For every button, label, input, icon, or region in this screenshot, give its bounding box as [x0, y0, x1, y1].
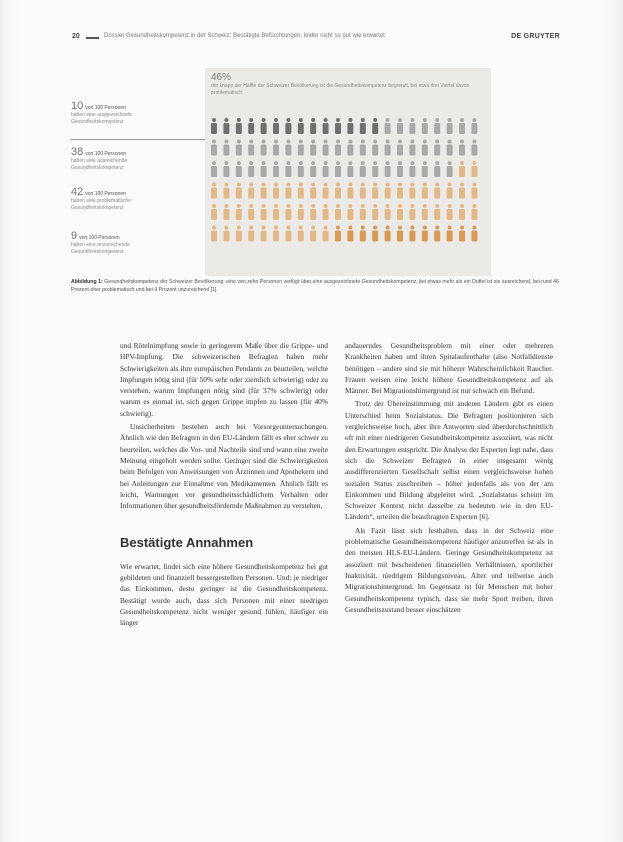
paragraph: und Rötelnimpfung sowie in geringerem Maße über die Grippe- und HPV-Impfung. Die schweizerischen Befragten haben mehr Schwierigkeiten als ihre europäischen Pendants zu beurteilen, welche Impfungen nötig sind (für 50% sehr oder ziemlich schwierig) oder zu verstehen, warum Impfungen nötig sind (für 37% schwierig) oder warum es einmal ist, sich gegen Grippe impfen zu lassen (für 40% schwierig).: [120, 341, 328, 418]
person-icon: [248, 140, 254, 156]
leader-line: [71, 139, 205, 140]
person-icon: [360, 183, 366, 199]
person-icon: [248, 118, 254, 134]
stat-unzureichend: [71, 230, 206, 256]
left-column: [120, 340, 328, 629]
caption-text: Gesundheitskompetenz der Schweizer Bevölkerung: eine von zehn Personen verfügt über eine ausgezeichnete Gesundheitskompetenz, bei etwas mehr als ein Drittel ist sie ausreichend, bei rund 46 Prozent eher problematisch und bei 9 Prozent unzureichend [1].: [71, 279, 559, 293]
figure-caption: [71, 278, 559, 294]
person-icon: [298, 118, 304, 134]
person-icon: [347, 161, 353, 177]
person-icon: [273, 161, 279, 177]
person-icon: [471, 204, 477, 220]
person-icon: [285, 161, 291, 177]
running-title: Dossier Gesundheitskompetenz in der Schweiz: Bestätigte Befürchtungen, leider nicht so gut wie erwartet: [104, 33, 385, 39]
person-icon: [385, 226, 391, 242]
person-icon: [360, 140, 366, 156]
stat-number: 38: [71, 146, 84, 158]
publisher-name: DE GRUYTER: [511, 33, 560, 40]
person-icon: [409, 226, 415, 242]
person-icon: [372, 161, 378, 177]
person-icon: [211, 161, 217, 177]
person-icon: [360, 226, 366, 242]
person-icon: [422, 161, 428, 177]
person-icon: [310, 161, 316, 177]
stat-ausgezeichnet: [71, 100, 206, 126]
stat-number: 9: [71, 230, 78, 242]
stat-ausreichend: [71, 146, 206, 172]
person-icon: [434, 183, 440, 199]
person-icon: [323, 140, 329, 156]
person-icon: [397, 183, 403, 199]
person-icon: [285, 183, 291, 199]
person-icon: [310, 118, 316, 134]
person-icon: [422, 183, 428, 199]
person-icon: [285, 118, 291, 134]
person-icon: [236, 118, 242, 134]
stat-line2: haben eine ausreichende: [71, 158, 128, 164]
person-icon: [347, 183, 353, 199]
person-icon: [360, 118, 366, 134]
person-icon: [459, 226, 465, 242]
figure-panel: [205, 68, 491, 276]
person-icon: [298, 204, 304, 220]
person-icon: [335, 140, 341, 156]
person-icon: [335, 183, 341, 199]
person-icon: [385, 204, 391, 220]
person-icon: [223, 161, 229, 177]
person-icon: [323, 183, 329, 199]
page-number: 20: [72, 33, 80, 40]
person-icon: [409, 204, 415, 220]
stat-line3: Gesundheitskompetenz: [71, 249, 124, 255]
person-icon: [310, 226, 316, 242]
person-icon: [409, 183, 415, 199]
paragraph: andauerndes Gesundheitsproblem mit einer oder mehreren Krankheiten haben und ihren Spitalaufenthalte (also Notfalldienste benötigen – andere sind sie mit höherer Wahrscheinlichkeit Raucher. Frauen weisen eine leicht höhere Gesundheitskompetenz auf als Männer. Bei Migrationshintergrund ist nur schwach ein Befund.: [345, 341, 553, 396]
person-icon: [273, 204, 279, 220]
person-icon: [285, 140, 291, 156]
person-icon: [248, 161, 254, 177]
figure-health-literacy: [71, 68, 497, 280]
person-icon: [236, 161, 242, 177]
person-icon: [261, 204, 267, 220]
person-icon: [434, 140, 440, 156]
person-icon: [211, 118, 217, 134]
person-icon: [335, 161, 341, 177]
person-icon: [397, 118, 403, 134]
person-icon: [409, 161, 415, 177]
person-icon: [236, 183, 242, 199]
person-icon: [409, 140, 415, 156]
person-icon: [397, 140, 403, 156]
person-icon: [323, 204, 329, 220]
person-icon: [223, 204, 229, 220]
person-icon: [434, 226, 440, 242]
person-icon: [273, 183, 279, 199]
stat-line2: haben eine problematische: [71, 198, 132, 204]
person-icon: [273, 118, 279, 134]
paragraph: Unsicherheiten bestehen auch bei Vorsorgeuntersuchungen. Ähnlich wie den Befragten in den EU-Ländern fällt es eher schwer zu beurteilen, welches die Vor- und Nachteile sind und wann eine zweite Meinung eingeholt werden sollte. Geringer sind die Schwierigkeiten beim Befolgen von Anweisungen von Ärztinnen und Apothekern und bei Anleitungen zur Einnahme von Medikamenten. Ähnlich fällt es leicht, Warnungen vor gesundheitsschädlichem Verhalten oder Informationen über gesundheitsfördernde Maßnahmen zu verstehen.: [120, 422, 328, 511]
section-heading: Bestätigte Annahmen: [120, 535, 254, 551]
person-icon: [223, 226, 229, 242]
person-icon: [223, 118, 229, 134]
person-icon: [459, 118, 465, 134]
person-icon: [261, 118, 267, 134]
person-icon: [434, 118, 440, 134]
person-icon: [335, 204, 341, 220]
person-icon: [211, 204, 217, 220]
person-icon: [211, 226, 217, 242]
stat-line1: von 100 Personen: [79, 235, 120, 241]
person-icon: [261, 183, 267, 199]
person-icon: [323, 118, 329, 134]
person-icon: [459, 140, 465, 156]
person-icon: [471, 118, 477, 134]
person-icon: [447, 204, 453, 220]
person-icon: [285, 226, 291, 242]
stat-line3: Gesundheitskompetenz: [71, 205, 124, 211]
person-icon: [447, 118, 453, 134]
person-icon: [261, 226, 267, 242]
person-icon: [360, 161, 366, 177]
person-icon: [397, 226, 403, 242]
person-icon: [372, 118, 378, 134]
person-icon: [298, 226, 304, 242]
running-header: [72, 33, 560, 45]
headline-text: der knapp der Hälfte der Schweizer Bevölkerung ist die Gesundheitskompetenz begrenzt, bei etwa drei Viertel davon problematisch: [211, 83, 470, 96]
person-icon: [335, 118, 341, 134]
person-icon: [385, 118, 391, 134]
person-icon: [397, 161, 403, 177]
person-icon: [471, 226, 477, 242]
person-icon: [211, 140, 217, 156]
person-icon: [434, 204, 440, 220]
person-icon: [447, 226, 453, 242]
person-icon: [335, 226, 341, 242]
paragraph: Trotz der Übereinstimmung mit anderen Ländern gibt es einen Unterschied beim Sozialstatus. Die Befragten positionieren sich vergleichsweise hoch, aber ihre Antworten sind überdurchschnittlich oft mit einer niedrigeren Gesundheitskompetenz assoziiert, was nicht den Erwartungen entspricht. Die Analyse der Experten legt nahe, dass sich die Schweizer Befragten in einer insgesamt wenig ausdifferenzierten Gesellschaft selbst einen vergleichsweise hohen sozialen Status zuschreiben – höher jedenfalls als von der am Einkommen und Bildung abgeleitet wird. „Sozialstatus scheint im Schweizer Kontext nicht dasselbe zu bedeuten wie in den EU-Ländern“, urteilen die beauftragten Experten [6].: [345, 399, 553, 522]
person-icon: [347, 204, 353, 220]
person-icon: [422, 204, 428, 220]
stat-line2: haben eine ausgezeichnete: [71, 112, 133, 118]
person-icon: [310, 140, 316, 156]
stat-number: 42: [71, 186, 84, 198]
person-icon: [422, 226, 428, 242]
person-icon: [372, 183, 378, 199]
person-icon: [471, 140, 477, 156]
person-icon: [372, 226, 378, 242]
person-icon: [236, 140, 242, 156]
stat-line1: von 100 Personen: [85, 191, 126, 197]
person-icon: [323, 161, 329, 177]
stat-problematisch: [71, 186, 206, 212]
stat-line3: Gesundheitskompetenz: [71, 119, 124, 125]
caption-label: Abbildung 1:: [71, 279, 103, 285]
person-icon: [459, 204, 465, 220]
person-icon: [273, 140, 279, 156]
person-icon: [385, 183, 391, 199]
person-icon: [372, 140, 378, 156]
person-icon: [211, 183, 217, 199]
person-icon: [298, 183, 304, 199]
person-icon: [434, 161, 440, 177]
person-icon: [347, 140, 353, 156]
person-icon: [261, 161, 267, 177]
stat-line2: haben eine unzureichende: [71, 242, 130, 248]
person-icon: [422, 140, 428, 156]
stat-line1: von 100 Personen: [85, 151, 126, 157]
person-icon: [409, 118, 415, 134]
right-column: [345, 340, 553, 615]
stat-line1: von 100 Personen: [85, 105, 126, 111]
person-icon: [471, 183, 477, 199]
people-grid: [205, 68, 491, 276]
person-icon: [236, 204, 242, 220]
person-icon: [248, 226, 254, 242]
person-icon: [236, 226, 242, 242]
paragraph: Als Fazit lässt sich festhalten, dass in der Schweiz eine problematische Gesundheitskompetenz häufiger anzutreffen ist als in den meisten HLS-EU-Ländern. Geringe Gesundheitskompetenz ist assoziiert mit bescheidenen finanziellen Verhältnissen, sportlicher Inaktivität, niedrigem Bildungsniveau, Alter und teilweise auch Migrationshintergrund. Im Gegensatz ist für Menschen mit hoher Gesundheitskompetenz typisch, dass sie mehr Sport treiben, ihren Gesundheitszustand besser einschätzen: [345, 525, 553, 614]
paragraph: Wie erwartet, findet sich eine höhere Gesundheitskompetenz bei gut gebildeten und finanziell bessergestellten Personen. Und: je niedriger das Einkommen, desto geringer ist die Gesundheitskompetenz. Bestätigt wurde auch, dass sich Personen mit einer niedrigen Gesundheitskompetenz nicht weniger gesund fühlen, häufiger ein länger: [120, 561, 328, 628]
person-icon: [360, 204, 366, 220]
person-icon: [285, 204, 291, 220]
stat-number: 10: [71, 100, 84, 112]
person-icon: [459, 161, 465, 177]
person-icon: [447, 183, 453, 199]
headline-percent: 46%: [211, 72, 232, 83]
person-icon: [248, 183, 254, 199]
person-icon: [248, 204, 254, 220]
person-icon: [347, 226, 353, 242]
person-icon: [273, 226, 279, 242]
person-icon: [298, 140, 304, 156]
person-icon: [459, 183, 465, 199]
header-rule: [86, 37, 99, 39]
person-icon: [447, 140, 453, 156]
person-icon: [422, 118, 428, 134]
person-icon: [223, 183, 229, 199]
person-icon: [385, 161, 391, 177]
person-icon: [347, 118, 353, 134]
person-icon: [310, 204, 316, 220]
person-icon: [223, 140, 229, 156]
person-icon: [310, 183, 316, 199]
person-icon: [447, 161, 453, 177]
person-icon: [261, 140, 267, 156]
stat-line3: Gesundheitskompetenz: [71, 165, 124, 171]
person-icon: [397, 204, 403, 220]
person-icon: [471, 161, 477, 177]
figure-headline: [211, 72, 487, 97]
person-icon: [385, 140, 391, 156]
person-icon: [372, 204, 378, 220]
person-icon: [298, 161, 304, 177]
person-icon: [323, 226, 329, 242]
